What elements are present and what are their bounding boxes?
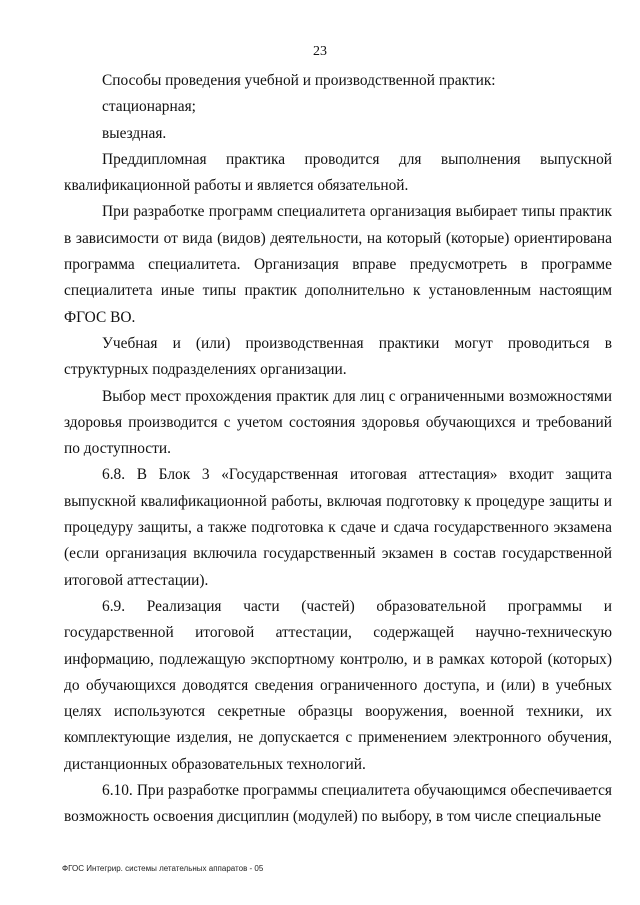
paragraph-stationary: стационарная;	[102, 98, 196, 116]
paragraph-6-9: 6.9. Реализация части (частей) образовательной программы и государственной итоговой аттестации, содержащей научно-техническую информацию, подлежащую экспортному контролю, и в рамках которой (которых) до обучающихся доводятся сведения ограниченного доступа, и (или) в учебных целях используются секретные образцы вооружения, военной техники, их комплектующие изделия, не допускается с применением электронного обучения, дистанционных образовательных технологий.	[64, 597, 612, 773]
page-number: 23	[313, 44, 327, 59]
paragraph-prediploma-practice: Преддипломная практика проводится для выполнения выпускной квалификационной работы и является обязательной.	[64, 150, 612, 195]
paragraph-practice-methods: Способы проведения учебной и производственной практик:	[102, 72, 496, 89]
document-body	[64, 68, 612, 831]
paragraph-6-8: 6.8. В Блок 3 «Государственная итоговая аттестация» входит защита выпускной квалификационной работы, включая подготовку к процедуре защиты и процедуру защиты, а также подготовка к сдаче и сдача государственного экзамена (если организация включила государственный экзамен в состав государственной итоговой аттестации).	[64, 466, 612, 589]
paragraph-structural-units: Учебная и (или) производственная практики могут проводиться в структурных подразделениях организации.	[64, 334, 612, 379]
paragraph-field: выездная.	[102, 124, 167, 142]
paragraph-6-10: 6.10. При разработке программы специалитета обучающимся обеспечивается возможность освоения дисциплин (модулей) по выбору, в том числе специальные	[64, 782, 612, 826]
paragraph-practice-types: При разработке программ специалитета организация выбирает типы практик в зависимости от вида (видов) деятельности, на который (которые) ориентирована программа специалитета. Организация вправе предусмотреть в программе специалитета иные типы практик дополнительно к установленным настоящим ФГОС ВО.	[64, 203, 612, 326]
paragraph-disabilities: Выбор мест прохождения практик для лиц с ограниченными возможностями здоровья производится с учетом состояния здоровья обучающихся и требований по доступности.	[64, 387, 612, 458]
footer-note: ФГОС Интегрир. системы летательных аппаратов - 05	[62, 864, 264, 873]
